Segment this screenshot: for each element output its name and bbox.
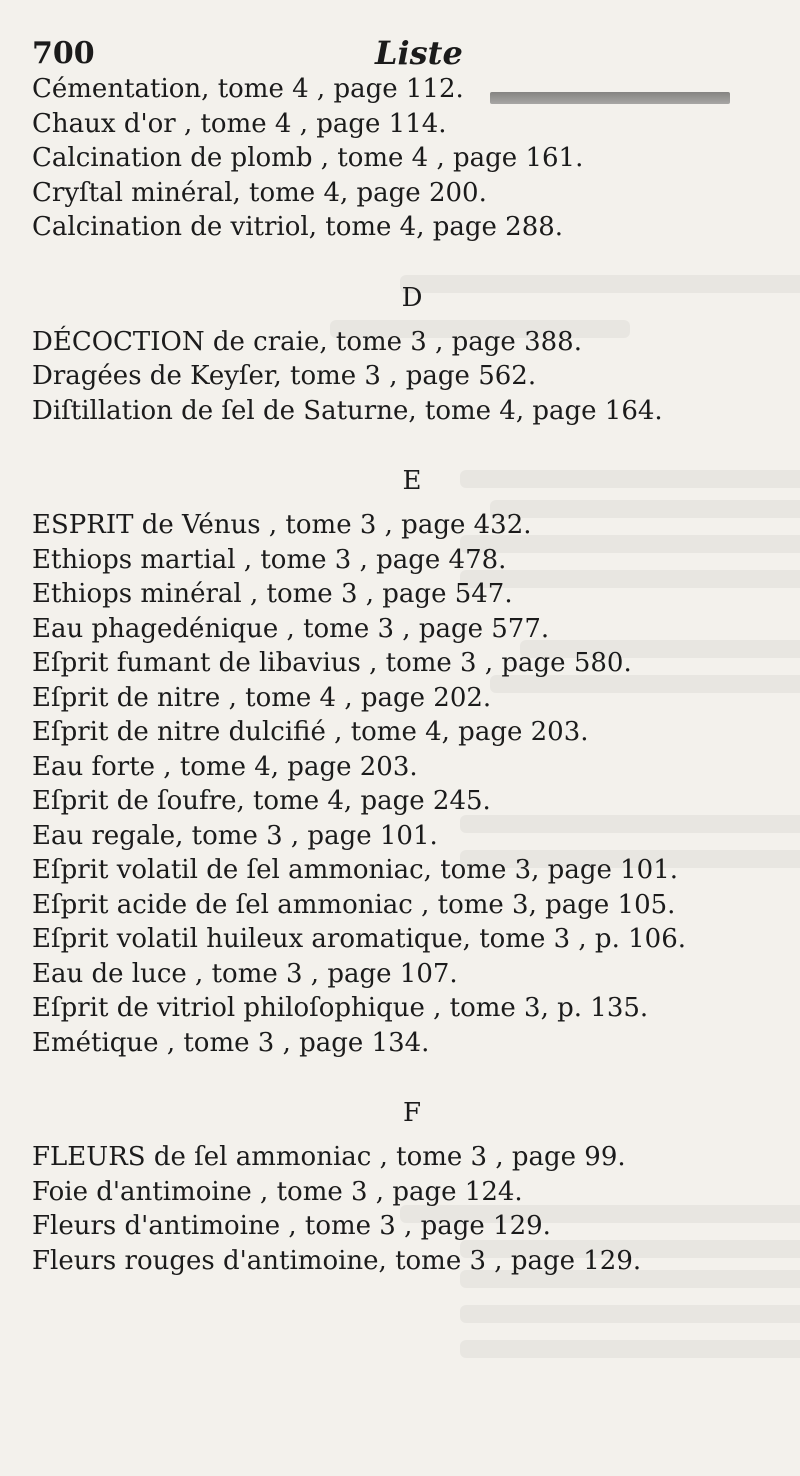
index-entry: FLEURS de ſel ammoniac , tome 3 , page 99.: [32, 1142, 626, 1172]
index-entry: Cryſtal minéral, tome 4, page 200.: [32, 177, 487, 208]
index-entry: Eau phagedénique , tome 3 , page 577.: [32, 613, 550, 644]
page-header: [30, 28, 770, 76]
index-entry: DÉCOCTION de craie, tome 3 , page 388.: [32, 326, 582, 357]
index-entry: Eſprit fumant de libavius , tome 3 , page 580.: [32, 648, 632, 678]
index-section: [32, 428, 772, 1060]
section-letter: D: [401, 282, 423, 313]
index-entry: Dragées de Keyſer, tome 3 , page 562.: [32, 361, 537, 391]
index-entry: Fleurs rouges d'antimoine, tome 3 , page 129.: [32, 1245, 642, 1276]
index-entry: Eau regale, tome 3 , page 101.: [32, 820, 438, 851]
index-entry: Ethiops minéral , tome 3 , page 547.: [32, 579, 513, 609]
index-entry: Eſprit volatil huileux aromatique, tome 3 , p. 106.: [32, 924, 686, 954]
index-section: [32, 72, 772, 245]
index-entry: Eſprit de nitre dulcifié , tome 4, page 203.: [32, 717, 589, 747]
index-section: [32, 245, 772, 429]
section-gap: [32, 428, 772, 454]
section-gap: [32, 245, 772, 271]
index-section: [32, 1060, 772, 1278]
page-number: 700: [32, 36, 95, 71]
index-entry: Eau de luce , tome 3 , page 107.: [32, 958, 458, 989]
index-entry: Fleurs d'antimoine , tome 3 , page 129.: [32, 1211, 551, 1241]
running-title: Liste: [375, 34, 463, 72]
index-entry: Eſprit de nitre , tome 4 , page 202.: [32, 682, 492, 713]
index-entry: Eſprit de vitriol philoſophique , tome 3, p. 135.: [32, 993, 649, 1023]
index-entry: Emétique , tome 3 , page 134.: [32, 1027, 430, 1058]
index-entry: Ethiops martial , tome 3 , page 478.: [32, 544, 507, 575]
index-entry: Eſprit acide de ſel ammoniac , tome 3, page 105.: [32, 889, 676, 920]
index-entry: Eau forte , tome 4, page 203.: [32, 751, 418, 782]
index-entry: Cémentation, tome 4 , page 112.: [32, 74, 464, 104]
section-letter: E: [402, 466, 422, 496]
index-entry: Chaux d'or , tome 4 , page 114.: [32, 108, 447, 139]
index-entry: Foie d'antimoine , tome 3 , page 124.: [32, 1176, 523, 1207]
index-entry: Eſprit volatil de ſel ammoniac, tome 3, page 101.: [32, 855, 679, 885]
index-entry: Calcination de plomb , tome 4 , page 161.: [32, 143, 584, 173]
section-letter: F: [402, 1098, 422, 1128]
index-entry: Diſtillation de ſel de Saturne, tome 4, page 164.: [32, 395, 663, 426]
section-gap: [32, 1060, 772, 1086]
index-list: [32, 72, 772, 1278]
index-entry: ESPRIT de Vénus , tome 3 , page 432.: [32, 510, 532, 540]
index-entry: Calcination de vitriol, tome 4, page 288.: [32, 212, 564, 242]
index-entry: Eſprit de ſoufre, tome 4, page 245.: [32, 786, 491, 816]
